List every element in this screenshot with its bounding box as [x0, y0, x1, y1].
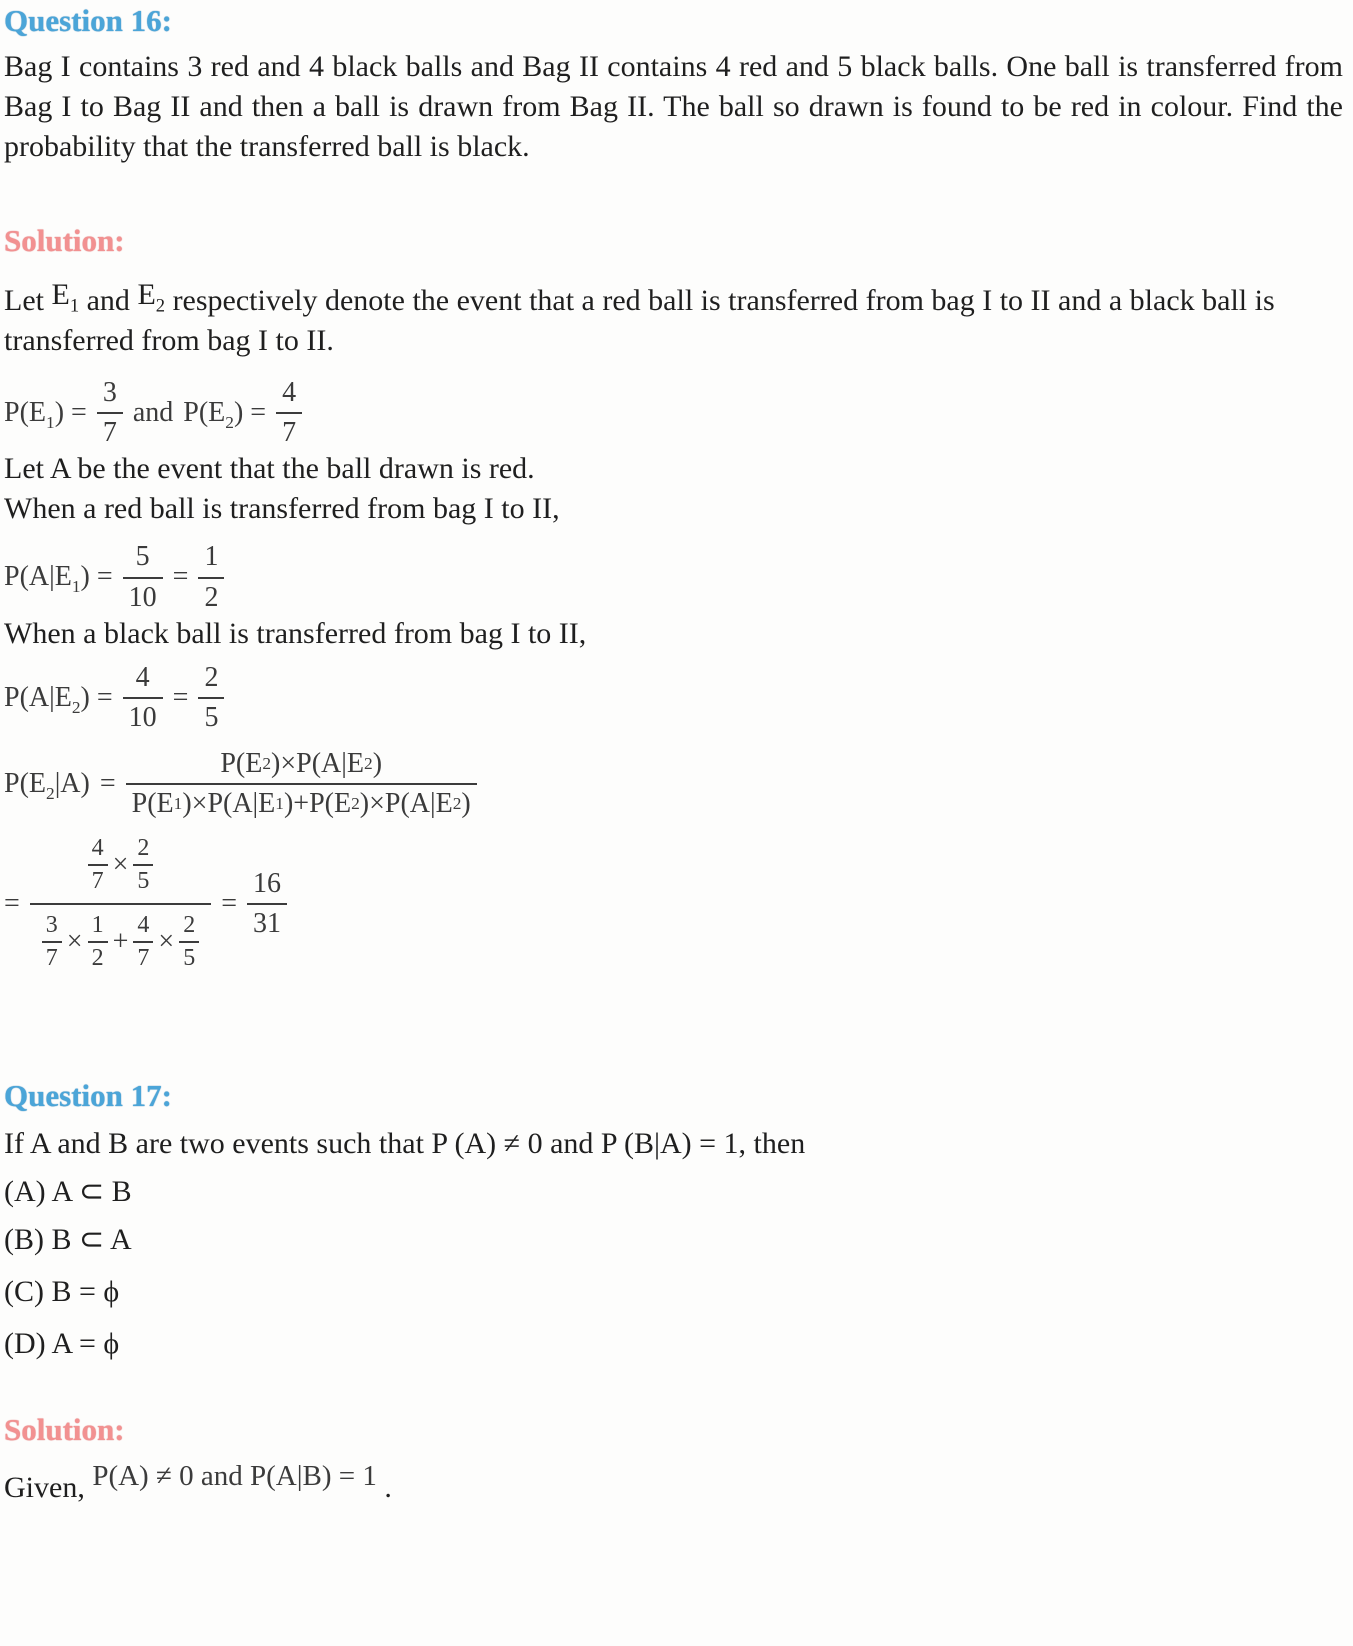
- solution-17-given: [4, 1459, 1343, 1508]
- equals-sign: =: [221, 887, 237, 919]
- bayes-denominator: P(E 1 )×P(A|E 1 )+P(E 2 )×P(A|E 2 ): [126, 783, 477, 820]
- p-e2-label: $P(E_2)$ =: [183, 397, 267, 433]
- question-17-text: If A and B are two events such that P (A) ≠ 0 and P (B|A) = 1, then: [4, 1126, 806, 1160]
- nested-fraction: [30, 835, 211, 973]
- question-16-heading: Question 16:: [4, 3, 172, 38]
- plus-sign: +: [112, 926, 129, 958]
- bayes-numerator: P(E 2 )×P(A|E 2 ): [220, 748, 383, 780]
- fraction-4-7: $\frac{4}{7}$: [276, 377, 302, 449]
- p-a-e2-label: $P(A|E_2)$ =: [4, 681, 113, 717]
- fraction-4-7: $\frac{4}{7}$: [133, 912, 153, 973]
- event-e2-symbol: $E_2$: [137, 278, 166, 317]
- fraction-4-7: $\frac{4}{7}$: [88, 835, 108, 896]
- option-c: (C) B = ϕ: [4, 1274, 120, 1308]
- solution-16-heading: Solution:: [4, 223, 125, 258]
- event-e1-symbol: $E_1$: [51, 278, 80, 317]
- solution-16-black-transfer: When a black ball is transferred from bag I to II,: [4, 616, 587, 650]
- trailing-period: .: [384, 1470, 392, 1504]
- given-formula: P(A) ≠ 0 and P(A|B) = 1: [92, 1459, 377, 1492]
- nested-numerator: [76, 835, 166, 903]
- nested-denominator: [30, 903, 211, 973]
- p-e2-given-a-label: $P(E_2|A)$: [4, 768, 90, 804]
- solution-16-event-a: [4, 449, 1343, 529]
- option-d: (D) A = ϕ: [4, 1326, 120, 1360]
- formula-prior-probabilities: [4, 377, 1343, 449]
- fraction-3-7: $\frac{3}{7}$: [42, 912, 62, 973]
- and-conjunction: and: [132, 397, 174, 429]
- question-16-text: Bag I contains 3 red and 4 black balls and Bag II contains 4 red and 5 black balls. One ball is transferred from Bag I to Bag II and then a ball is drawn from Bag II. The ball so drawn is found to be red in colour. Find the probability that the transferred ball is black.: [4, 50, 1343, 163]
- fraction-4-10: $\frac{4}{10}$: [123, 662, 163, 734]
- equals-sign: =: [99, 768, 116, 800]
- fraction-2-5: $\frac{2}{5}$: [133, 835, 153, 896]
- solution-17-heading: Solution:: [4, 1411, 125, 1447]
- formula-pa-given-e2: [4, 662, 1343, 734]
- intro-mid: and: [86, 284, 130, 317]
- given-label: Given,: [4, 1470, 85, 1504]
- intro-post: respectively denote the event that a red ball is transferred from bag I to II and a black ball is transferred from bag I to II.: [4, 284, 1275, 357]
- fraction-1-2: $\frac{1}{2}$: [88, 912, 108, 973]
- equals-sign: =: [172, 681, 189, 713]
- equals-sign: =: [172, 561, 189, 593]
- p-a-e1-label: $P(A|E_1)$ =: [4, 561, 113, 597]
- fraction-2-5: $\frac{2}{5}$: [179, 912, 199, 973]
- times-sign: ×: [158, 926, 175, 958]
- formula-pa-given-e1: [4, 541, 1343, 613]
- option-a: (A) A ⊂ B: [4, 1174, 132, 1208]
- bayes-fraction: [126, 748, 477, 820]
- question-17-heading: Question 17:: [4, 1077, 172, 1113]
- times-sign: ×: [112, 849, 129, 881]
- fraction-5-10: $\frac{5}{10}$: [123, 541, 163, 613]
- intro-pre: Let: [4, 284, 44, 317]
- solution-16-intro: [4, 278, 1343, 361]
- option-b: (B) B ⊂ A: [4, 1222, 132, 1256]
- line-red-transfer: When a red ball is transferred from bag I to II,: [4, 492, 560, 526]
- line-event-a: Let A be the event that the ball drawn is red.: [4, 452, 535, 486]
- times-sign: ×: [66, 926, 83, 958]
- fraction-16-31: $\frac{16}{31}$: [247, 868, 287, 940]
- fraction-3-7: $\frac{3}{7}$: [97, 377, 123, 449]
- equals-sign: =: [4, 887, 20, 919]
- p-e1-label: $P(E_1)$ =: [4, 397, 87, 433]
- fraction-1-2: $\frac{1}{2}$: [198, 541, 224, 613]
- formula-bayes-evaluated: [4, 835, 1343, 973]
- formula-bayes-theorem: [4, 748, 1343, 820]
- fraction-2-5: $\frac{2}{5}$: [198, 662, 224, 734]
